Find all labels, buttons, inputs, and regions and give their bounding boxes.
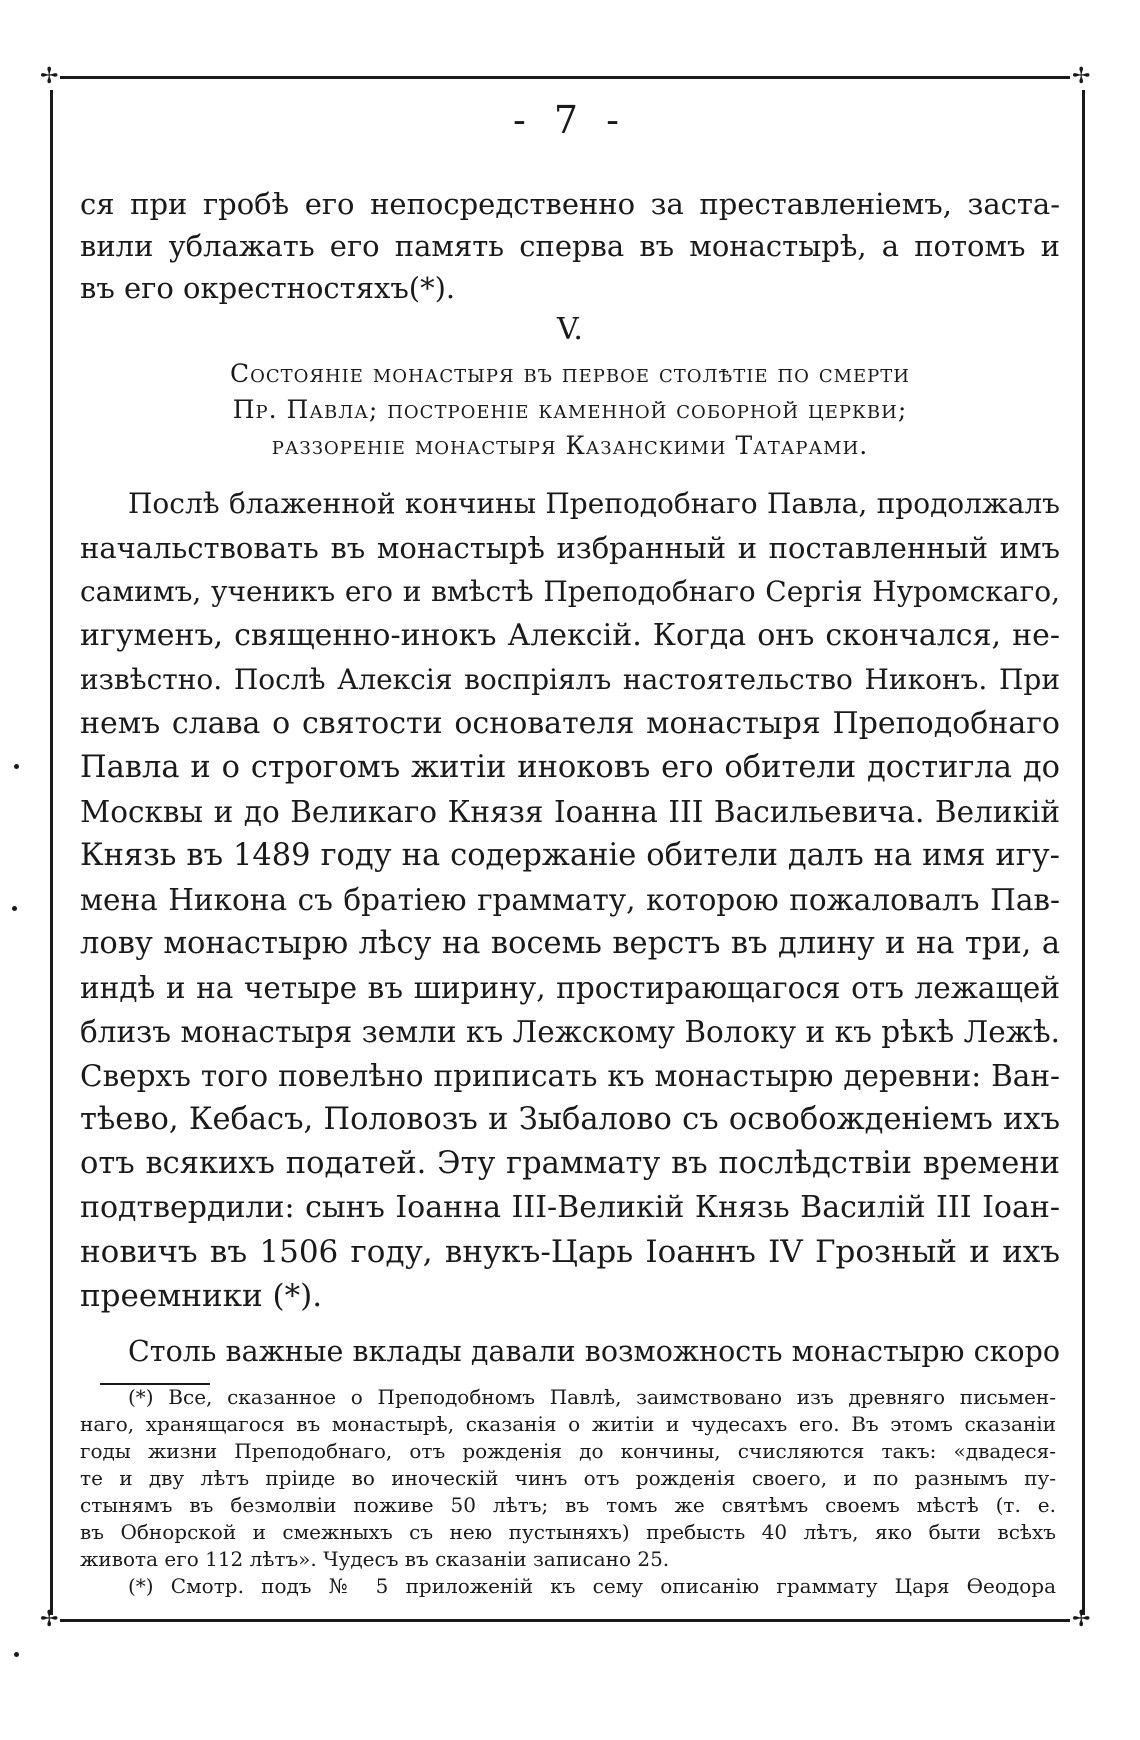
text-line: Послѣ блаженной кончины Преподобнаго Павла, продолжалъ [128,487,1060,520]
text-line: мена Никона съ братіею граммату, которою пожаловалъ Пав- [80,883,1060,917]
text-line: Князь въ 1489 году на содержаніе обители далъ на имя игу- [80,838,1060,873]
footnote-line: (*) Все, сказанное о Преподобномъ Павлѣ, заимствовано изъ древняго письмен- [128,1385,1056,1409]
footnote-line: (*) Смотр. подъ № 5 приложеній къ сему описанію граммату Царя Ѳеодора [128,1574,1056,1598]
text-line: извѣстно. Послѣ Алексія воспріялъ настоятельство Никонъ. При [80,663,1060,696]
paragraph-main [80,482,1060,1318]
corner-ornament-top-right: ✢ [1072,64,1091,89]
text-line: вили ублажать его память сперва въ монастырѣ, а потомъ и [80,229,1060,263]
text-line: отъ всякихъ податей. Эту граммату въ послѣдствіи времени [80,1146,1060,1181]
scan-speck [12,906,17,911]
page-number: - 7 - [512,98,627,142]
text-line: въ его окрестностяхъ(*). [80,271,456,305]
text-line: лову монастырю лѣсу на восемь верстъ въ длину и на три, а [80,926,1060,961]
section-title-line: Пр. Павла; построеніе каменной соборной церкви; [232,395,908,424]
text-line: Сверхъ того повелѣно приписать къ монастырю деревни: Ван- [80,1059,1060,1093]
text-line: начальствовать въ монастырѣ избранный и поставленный имъ [80,531,1060,565]
footnote-line: живота его 112 лѣтъ». Чудесъ въ сказаніи записано 25. [80,1547,670,1571]
frame-top-rule [60,76,1070,79]
footnote-line: стынямъ въ безмолвіи поживе 50 лѣтъ; въ томъ же святѣмъ своемъ мѣстѣ (т. е. [80,1493,1056,1517]
section-title-line: Состояніе монастыря въ первое столѣтіе по смерти [230,359,910,388]
text-line: немъ слава о святости основателя монастыря Преподобнаго [80,706,1060,741]
section-number: V. [557,312,583,347]
text-line: преемники (*). [80,1278,323,1314]
corner-ornament-bottom-right: ✢ [1072,1607,1091,1632]
paragraph-next [80,1330,1060,1374]
frame-bottom-rule [60,1619,1070,1622]
text-line: индѣ и на четыре въ ширину, простирающагося отъ лежащей [80,971,1060,1005]
text-line: Павла и о строгомъ житіи иноковъ его обители достигла до [80,750,1060,785]
text-line: новичъ въ 1506 году, внукъ-Царь Іоаннъ IV Грозный и ихъ [80,1234,1060,1270]
footnote-line: въ Обнорской и смежныхъ съ нею пустыняхъ) пребысть 40 лѣтъ, яко быти всѣхъ [80,1520,1056,1544]
text-line: самимъ, ученикъ его и вмѣстѣ Преподобнаго Сергія Нуромскаго, [80,575,1060,608]
text-line: ся при гробѣ его непосредственно за преставленіемъ, заста- [80,187,1060,221]
corner-ornament-top-left: ✢ [40,64,59,89]
footnote-line: те и дву лѣтъ пріиде во иноческій чинъ отъ рожденія своего, и по разнымъ пу- [80,1466,1056,1490]
text-line: Столь важные вклады давали возможность монастырю скоро [128,1335,1060,1368]
text-line: Москвы и до Великаго Князя Іоанна III Васильевича. Великій [80,795,1060,829]
text-line: подтвердили: сынъ Іоанна III-Великій Князь Василій III Іоан- [80,1190,1060,1225]
footnotes [80,1384,1056,1600]
footnote-line: наго, хранящагося въ монастырѣ, сказанія о житіи и чудесахъ его. Въ этомъ сказаніи [80,1412,1056,1436]
text-line: игуменъ, священно-инокъ Алексій. Когда онъ скончался, не- [80,618,1060,653]
text-line: близъ монастыря земли къ Лежскому Волоку и къ рѣкѣ Лежѣ. [80,1015,1060,1049]
section-title-line: раззореніе монастыря Казанскими Татарами. [271,431,869,460]
paragraph-continued [80,183,1060,309]
scan-speck [14,1652,19,1657]
text-line: тѣево, Кебасъ, Половозъ и Зыбалово съ освобожденіемъ ихъ [80,1102,1060,1137]
corner-ornament-bottom-left: ✢ [40,1607,59,1632]
section-title [130,356,1010,464]
scan-speck [14,764,19,769]
footnote-line: годы жизни Преподобнаго, отъ рожденія до кончины, счисляются такъ: «двадеся- [80,1439,1056,1463]
